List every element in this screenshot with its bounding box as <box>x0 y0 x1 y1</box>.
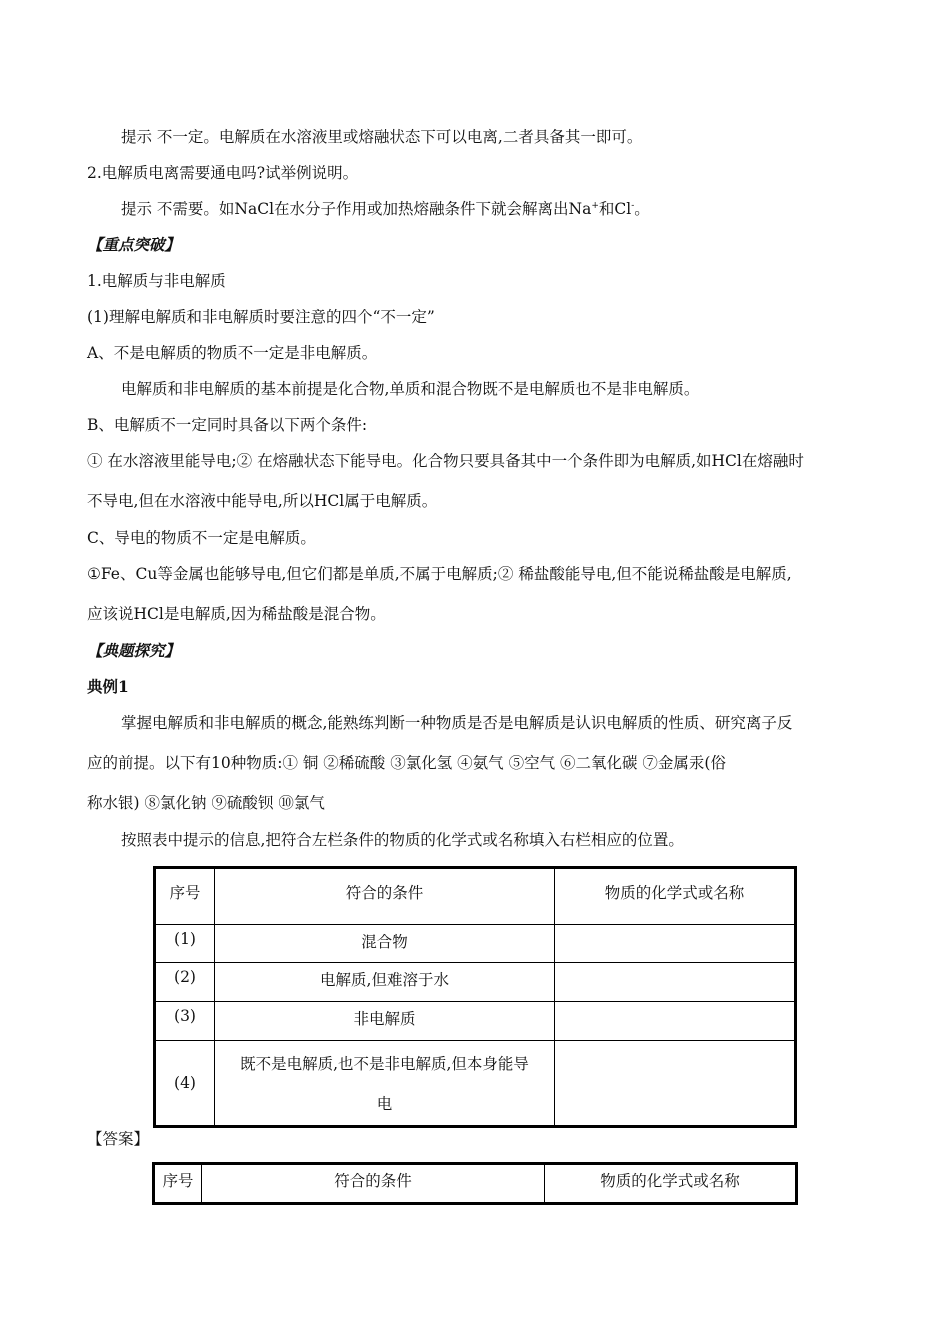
table-header-row <box>154 1164 797 1204</box>
row-answer-cell[interactable] <box>555 963 796 1002</box>
example-title: 典例1 <box>87 677 129 696</box>
example-para-4: 按照表中提示的信息,把符合左栏条件的物质的化学式或名称填入右栏相应的位置。 <box>121 831 684 849</box>
row-no: (4) <box>155 1041 215 1127</box>
hint-2: 提示 不需要。如NaCl在水分子作用或加热熔融条件下就会解离出Na+和Cl-。 <box>121 200 650 218</box>
item-b: B、电解质不一定同时具备以下两个条件: <box>87 416 368 434</box>
table-row <box>155 963 796 1002</box>
section-key-points: 【重点突破】 <box>87 235 181 254</box>
point-1-1: (1)理解电解质和非电解质时要注意的四个“不一定” <box>87 308 435 326</box>
row-no: (1) <box>155 925 215 963</box>
item-c-desc-1: ①Fe、Cu等金属也能够导电,但它们都是单质,不属于电解质;② 稀盐酸能导电,但不能说稀盐酸是电解质, <box>87 565 792 583</box>
header-no: 序号 <box>154 1164 202 1204</box>
table-header-row <box>155 868 796 925</box>
example-para-2: 应的前提。以下有10种物质:① 铜 ②稀硫酸 ③氯化氢 ④氨气 ⑤空气 ⑥二氧化碳 ⑦金属汞(俗 <box>87 754 726 772</box>
item-b-desc-2: 不导电,但在水溶液中能导电,所以HCl属于电解质。 <box>87 492 438 510</box>
header-no: 序号 <box>155 868 215 925</box>
question-2: 2.电解质电离需要通电吗?试举例说明。 <box>87 164 359 182</box>
question-table <box>153 866 797 1128</box>
table-row <box>155 1002 796 1041</box>
answer-label: 【答案】 <box>87 1130 150 1148</box>
item-c: C、导电的物质不一定是电解质。 <box>87 529 316 547</box>
row-condition: 非电解质 <box>215 1002 555 1041</box>
item-c-desc-2: 应该说HCl是电解质,因为稀盐酸是混合物。 <box>87 605 386 623</box>
table-row <box>155 1041 796 1127</box>
row-condition: 既不是电解质,也不是非电解质,但本身能导 电 <box>215 1041 555 1127</box>
header-condition: 符合的条件 <box>202 1164 545 1204</box>
header-condition: 符合的条件 <box>215 868 555 925</box>
row-no: (2) <box>155 963 215 1002</box>
row-condition: 混合物 <box>215 925 555 963</box>
row-answer-cell[interactable] <box>555 1041 796 1127</box>
answer-table <box>152 1162 798 1205</box>
header-substance: 物质的化学式或名称 <box>555 868 796 925</box>
row-answer-cell[interactable] <box>555 1002 796 1041</box>
item-b-desc-1: ① 在水溶液里能导电;② 在熔融状态下能导电。化合物只要具备其中一个条件即为电解质,如HCl在熔融时 <box>87 452 804 470</box>
item-a: A、不是电解质的物质不一定是非电解质。 <box>87 344 378 362</box>
row-no: (3) <box>155 1002 215 1041</box>
point-1-title: 1.电解质与非电解质 <box>87 272 226 290</box>
header-substance: 物质的化学式或名称 <box>545 1164 797 1204</box>
hint-1: 提示 不一定。电解质在水溶液里或熔融状态下可以电离,二者具备其一即可。 <box>121 128 643 146</box>
item-a-desc: 电解质和非电解质的基本前提是化合物,单质和混合物既不是电解质也不是非电解质。 <box>121 380 700 398</box>
row-answer-cell[interactable] <box>555 925 796 963</box>
section-examples: 【典题探究】 <box>87 641 181 660</box>
row-condition: 电解质,但难溶于水 <box>215 963 555 1002</box>
example-para-1: 掌握电解质和非电解质的概念,能熟练判断一种物质是否是电解质是认识电解质的性质、研究离子反 <box>121 714 793 732</box>
example-para-3: 称水银) ⑧氯化钠 ⑨硫酸钡 ⑩氯气 <box>87 794 325 812</box>
table-row <box>155 925 796 963</box>
